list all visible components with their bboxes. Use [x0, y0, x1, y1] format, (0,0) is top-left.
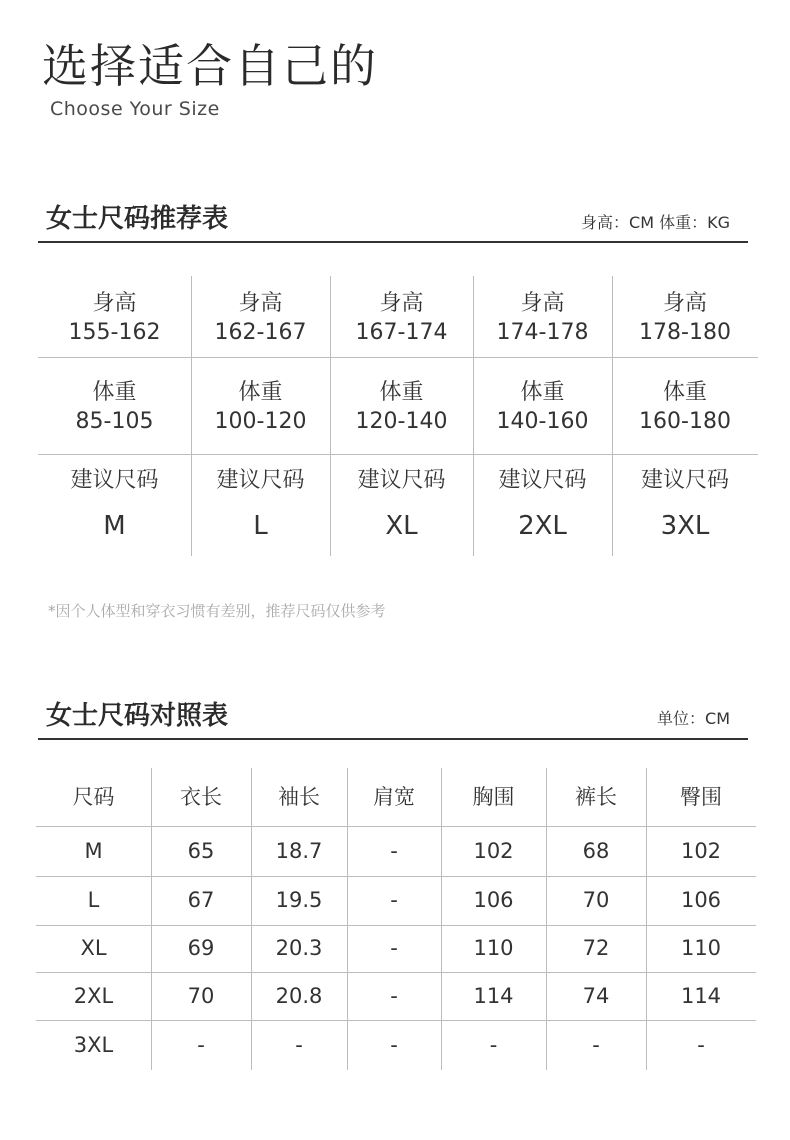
table-cell: -: [390, 984, 398, 1008]
table-cell: 102: [473, 839, 514, 863]
table-header-cell: 裤长: [575, 785, 617, 809]
table-header-cell: 尺码: [72, 785, 115, 809]
table-cell: -: [390, 839, 398, 863]
table-header-cell: 胸围: [472, 785, 515, 809]
table-header-cell: 袖长: [278, 785, 320, 809]
weight-range: 85-105: [75, 409, 154, 434]
size-label: 建议尺码: [357, 468, 446, 493]
grid-hline: [38, 357, 758, 358]
table-cell: 67: [187, 888, 215, 912]
recommended-size: XL: [385, 511, 418, 541]
table-cell: 69: [187, 936, 215, 960]
table-cell: 72: [582, 936, 610, 960]
table-cell: 65: [187, 839, 215, 863]
table-cell: 18.7: [275, 839, 323, 863]
chart-unit-label: 单位：CM: [657, 709, 730, 728]
chart-section-title: 女士尺码对照表: [46, 701, 229, 731]
size-label: 建议尺码: [70, 468, 159, 493]
table-cell: 114: [473, 984, 514, 1008]
table-cell: 20.8: [275, 984, 323, 1008]
table-header-cell: 肩宽: [373, 785, 415, 809]
table-cell: 74: [582, 984, 610, 1008]
weight-label: 体重: [662, 380, 707, 405]
table-cell: 110: [473, 936, 514, 960]
table-cell: 106: [680, 888, 722, 912]
recommended-size: 3XL: [660, 511, 710, 541]
recommended-size: 2XL: [518, 511, 567, 541]
height-range: 178-180: [639, 320, 731, 345]
grid-hline: [38, 454, 758, 455]
size-cell: [38, 467, 191, 541]
table-cell: -: [295, 1033, 303, 1057]
recommend-section-title: 女士尺码推荐表: [46, 204, 229, 234]
weight-range: 100-120: [214, 409, 307, 434]
table-cell: 110: [680, 936, 722, 960]
height-label: 身高: [662, 291, 707, 316]
table-cell: 20.3: [275, 936, 323, 960]
size-chart-table: [36, 768, 756, 1070]
footnote: *因个人体型和穿衣习惯有差别，推荐尺码仅供参考: [48, 602, 386, 620]
table-cell: 70: [582, 888, 610, 912]
height-label: 身高: [520, 291, 565, 316]
height-range: 162-167: [214, 320, 307, 345]
table-cell: -: [390, 1033, 398, 1057]
table-cell: 2XL: [73, 984, 114, 1008]
weight-range: 140-160: [496, 409, 589, 434]
height-cell: [612, 290, 758, 348]
table-cell: -: [197, 1033, 205, 1057]
weight-cell: [612, 379, 758, 437]
table-cell: -: [489, 1033, 498, 1057]
height-cell: [191, 290, 330, 348]
weight-range: 160-180: [639, 409, 731, 434]
table-cell: 114: [680, 984, 722, 1008]
table-cell: 70: [187, 984, 215, 1008]
size-label: 建议尺码: [640, 468, 729, 493]
table-cell: -: [592, 1033, 600, 1057]
height-cell: [473, 290, 612, 348]
size-cell: [191, 467, 330, 541]
height-range: 174-178: [496, 320, 589, 345]
height-range: 155-162: [68, 320, 161, 345]
table-cell: -: [390, 936, 398, 960]
table-cell: -: [390, 888, 398, 912]
page-title: 选择适合自己的: [42, 39, 378, 93]
table-cell: M: [84, 839, 103, 863]
table-header-cell: 臀围: [680, 785, 722, 809]
weight-cell: [473, 379, 612, 437]
weight-label: 体重: [520, 380, 565, 405]
weight-label: 体重: [379, 380, 424, 405]
weight-label: 体重: [92, 380, 137, 405]
weight-label: 体重: [238, 380, 283, 405]
table-cell: 3XL: [73, 1033, 114, 1057]
table-cell: 106: [473, 888, 514, 912]
chart-divider: [38, 738, 748, 740]
height-cell: [38, 290, 191, 348]
recommended-size: M: [103, 511, 126, 541]
size-recommend-grid: [38, 276, 758, 556]
height-label: 身高: [379, 291, 424, 316]
recommend-unit-label: 身高：CM 体重：KG: [581, 213, 730, 232]
table-cell: 102: [680, 839, 722, 863]
size-cell: [473, 467, 612, 541]
table-cell: L: [87, 888, 100, 912]
weight-cell: [38, 379, 191, 437]
weight-cell: [330, 379, 473, 437]
weight-range: 120-140: [355, 409, 448, 434]
height-label: 身高: [238, 291, 283, 316]
table-cell: 68: [582, 839, 610, 863]
page-subtitle: Choose Your Size: [50, 98, 220, 120]
recommend-divider: [38, 241, 748, 243]
table-cell: -: [697, 1033, 705, 1057]
height-cell: [330, 290, 473, 348]
table-cell: 19.5: [275, 888, 323, 912]
size-label: 建议尺码: [216, 468, 305, 493]
height-range: 167-174: [355, 320, 448, 345]
table-cell: XL: [80, 936, 107, 960]
size-label: 建议尺码: [498, 468, 587, 493]
recommended-size: L: [253, 511, 268, 541]
size-cell: [612, 467, 758, 541]
height-label: 身高: [92, 291, 137, 316]
size-cell: [330, 467, 473, 541]
weight-cell: [191, 379, 330, 437]
table-header-cell: 衣长: [180, 785, 222, 809]
